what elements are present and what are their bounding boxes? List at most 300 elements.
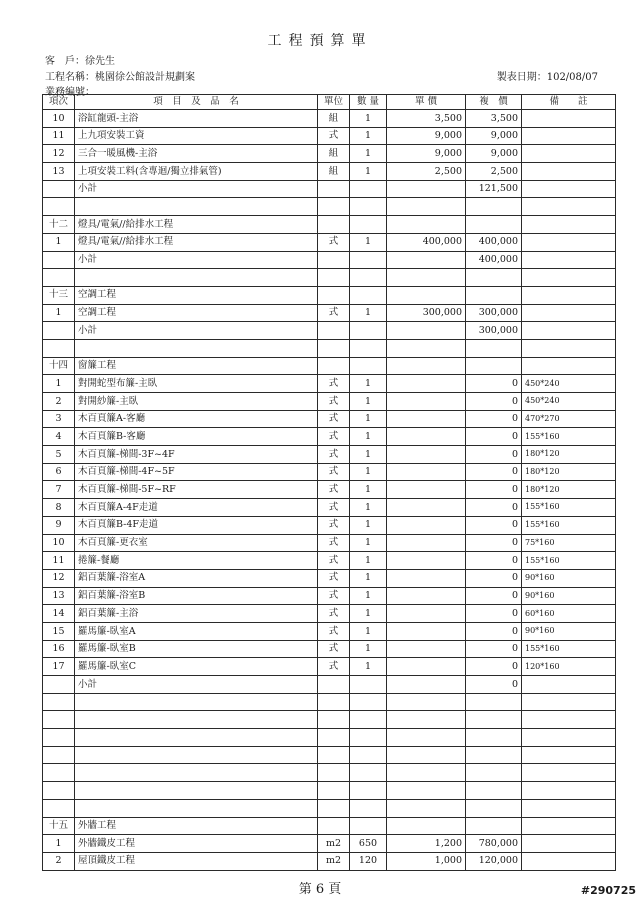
cell-qty: 1 bbox=[350, 552, 387, 570]
cell-unit bbox=[318, 676, 350, 694]
cell-no bbox=[43, 198, 75, 216]
cell-price bbox=[387, 658, 466, 676]
cell-no bbox=[43, 251, 75, 269]
cell-price bbox=[387, 499, 466, 517]
cell-unit: 式 bbox=[318, 127, 350, 145]
cell-qty: 1 bbox=[350, 463, 387, 481]
cell-price: 3,500 bbox=[387, 110, 466, 128]
cell-price bbox=[387, 446, 466, 464]
cell-unit: 式 bbox=[318, 516, 350, 534]
cell-no bbox=[43, 711, 75, 729]
cell-qty: 1 bbox=[350, 587, 387, 605]
cell-qty: 1 bbox=[350, 516, 387, 534]
table-row bbox=[43, 145, 616, 163]
table-row bbox=[43, 110, 616, 128]
cell-qty bbox=[350, 357, 387, 375]
cell-price bbox=[387, 587, 466, 605]
cell-total bbox=[466, 339, 522, 357]
cell-note bbox=[522, 799, 616, 817]
cell-desc: 浴缸龍頭-主浴 bbox=[75, 110, 318, 128]
cell-desc: 上項安裝工料(含專迴/獨立排氣管) bbox=[75, 163, 318, 181]
cell-price bbox=[387, 534, 466, 552]
cell-no bbox=[43, 269, 75, 287]
cell-desc: 羅馬簾-臥室A bbox=[75, 622, 318, 640]
cell-price bbox=[387, 711, 466, 729]
cell-price bbox=[387, 569, 466, 587]
page-number: 第 6 頁 bbox=[298, 882, 342, 897]
cell-price: 300,000 bbox=[387, 304, 466, 322]
cell-unit: 式 bbox=[318, 534, 350, 552]
cell-desc: 屋頂鐵皮工程 bbox=[75, 852, 318, 870]
cell-desc: 外牆工程 bbox=[75, 817, 318, 835]
date-label: 製表日期： bbox=[496, 72, 547, 83]
table-row bbox=[43, 339, 616, 357]
cell-qty bbox=[350, 711, 387, 729]
cell-unit bbox=[318, 180, 350, 198]
cell-note: 155*160 bbox=[522, 499, 616, 517]
cell-note bbox=[522, 269, 616, 287]
cell-no: 4 bbox=[43, 428, 75, 446]
cell-qty bbox=[350, 693, 387, 711]
table-row bbox=[43, 569, 616, 587]
cell-total: 400,000 bbox=[466, 233, 522, 251]
cell-desc: 三合一暖風機-主浴 bbox=[75, 145, 318, 163]
cell-price bbox=[387, 622, 466, 640]
table-row bbox=[43, 410, 616, 428]
cell-price bbox=[387, 640, 466, 658]
cell-total bbox=[466, 286, 522, 304]
cell-total: 780,000 bbox=[466, 835, 522, 853]
cell-no: 15 bbox=[43, 622, 75, 640]
cell-no: 1 bbox=[43, 233, 75, 251]
date-line bbox=[497, 68, 598, 83]
cell-note: 75*160 bbox=[522, 534, 616, 552]
document-title: 工程預算單 bbox=[267, 33, 373, 49]
table-row bbox=[43, 764, 616, 782]
table-row bbox=[43, 375, 616, 393]
cell-total: 400,000 bbox=[466, 251, 522, 269]
table-row bbox=[43, 428, 616, 446]
cell-qty: 1 bbox=[350, 658, 387, 676]
cell-no bbox=[43, 693, 75, 711]
cell-total: 9,000 bbox=[466, 127, 522, 145]
col-header-qty: 數 量 bbox=[350, 95, 387, 110]
cell-total: 3,500 bbox=[466, 110, 522, 128]
cell-price bbox=[387, 375, 466, 393]
cell-qty: 1 bbox=[350, 233, 387, 251]
cell-unit: 式 bbox=[318, 587, 350, 605]
cell-total: 0 bbox=[466, 428, 522, 446]
cell-desc bbox=[75, 729, 318, 747]
cell-note: 180*120 bbox=[522, 446, 616, 464]
cell-desc: 木百頁簾-梯間-3F~4F bbox=[75, 446, 318, 464]
cell-note bbox=[522, 676, 616, 694]
cell-price bbox=[387, 516, 466, 534]
cell-note: 470*270 bbox=[522, 410, 616, 428]
cell-price bbox=[387, 463, 466, 481]
cell-price bbox=[387, 357, 466, 375]
cell-total: 9,000 bbox=[466, 145, 522, 163]
cell-desc: 外牆鐵皮工程 bbox=[75, 835, 318, 853]
table-row bbox=[43, 711, 616, 729]
cell-no: 7 bbox=[43, 481, 75, 499]
cell-price bbox=[387, 676, 466, 694]
cell-unit: 式 bbox=[318, 640, 350, 658]
cell-unit bbox=[318, 216, 350, 234]
cell-total: 0 bbox=[466, 375, 522, 393]
cell-note: 90*160 bbox=[522, 569, 616, 587]
cell-unit: 式 bbox=[318, 569, 350, 587]
cell-note: 120*160 bbox=[522, 658, 616, 676]
cell-unit: 式 bbox=[318, 233, 350, 251]
cell-qty: 1 bbox=[350, 534, 387, 552]
cell-no: 12 bbox=[43, 145, 75, 163]
sales-label: 業務編號： bbox=[45, 87, 95, 98]
cell-unit: 式 bbox=[318, 552, 350, 570]
cell-no bbox=[43, 180, 75, 198]
cell-no: 12 bbox=[43, 569, 75, 587]
project-line bbox=[45, 68, 195, 83]
cell-unit bbox=[318, 817, 350, 835]
table-row bbox=[43, 357, 616, 375]
cell-total: 0 bbox=[466, 605, 522, 623]
cell-no: 5 bbox=[43, 446, 75, 464]
cell-desc: 木百頁簾A-4F走道 bbox=[75, 499, 318, 517]
cell-note: 180*120 bbox=[522, 463, 616, 481]
cell-desc: 羅馬簾-臥室B bbox=[75, 640, 318, 658]
client-label: 客 戶： bbox=[45, 56, 85, 67]
cell-unit: 式 bbox=[318, 375, 350, 393]
cell-no: 3 bbox=[43, 410, 75, 428]
cell-total: 0 bbox=[466, 676, 522, 694]
cell-qty bbox=[350, 764, 387, 782]
cell-note bbox=[522, 110, 616, 128]
cell-price bbox=[387, 746, 466, 764]
table-row bbox=[43, 782, 616, 800]
cell-no: 11 bbox=[43, 127, 75, 145]
table-row bbox=[43, 799, 616, 817]
cell-unit: 組 bbox=[318, 110, 350, 128]
cell-desc: 空調工程 bbox=[75, 286, 318, 304]
table-row bbox=[43, 163, 616, 181]
cell-desc: 木百頁簾-更衣室 bbox=[75, 534, 318, 552]
cell-note: 60*160 bbox=[522, 605, 616, 623]
cell-note: 90*160 bbox=[522, 587, 616, 605]
table-row bbox=[43, 658, 616, 676]
cell-unit: 式 bbox=[318, 481, 350, 499]
cell-price bbox=[387, 428, 466, 446]
cell-total: 300,000 bbox=[466, 304, 522, 322]
cell-note: 155*160 bbox=[522, 552, 616, 570]
cell-price bbox=[387, 693, 466, 711]
cell-no: 1 bbox=[43, 375, 75, 393]
cell-unit bbox=[318, 799, 350, 817]
cell-total: 0 bbox=[466, 516, 522, 534]
cell-qty bbox=[350, 322, 387, 340]
table-row bbox=[43, 622, 616, 640]
table-row bbox=[43, 269, 616, 287]
cell-qty bbox=[350, 746, 387, 764]
cell-price bbox=[387, 817, 466, 835]
cell-desc: 窗簾工程 bbox=[75, 357, 318, 375]
cell-desc bbox=[75, 269, 318, 287]
cell-desc: 燈具/電氣//給排水工程 bbox=[75, 216, 318, 234]
cell-no bbox=[43, 339, 75, 357]
cell-note bbox=[522, 198, 616, 216]
cell-note: 155*160 bbox=[522, 516, 616, 534]
cell-note: 450*240 bbox=[522, 393, 616, 411]
cell-note: 450*240 bbox=[522, 375, 616, 393]
cell-total: 0 bbox=[466, 552, 522, 570]
cell-unit: 式 bbox=[318, 446, 350, 464]
table-row bbox=[43, 251, 616, 269]
cell-note bbox=[522, 145, 616, 163]
cell-unit bbox=[318, 729, 350, 747]
cell-desc: 鋁百葉簾-浴室A bbox=[75, 569, 318, 587]
table-row bbox=[43, 693, 616, 711]
cell-price bbox=[387, 251, 466, 269]
table-row bbox=[43, 852, 616, 870]
cell-total: 0 bbox=[466, 622, 522, 640]
cell-total: 0 bbox=[466, 463, 522, 481]
cell-note bbox=[522, 339, 616, 357]
cell-qty: 1 bbox=[350, 393, 387, 411]
cell-no: 1 bbox=[43, 304, 75, 322]
cell-qty bbox=[350, 251, 387, 269]
table-row bbox=[43, 746, 616, 764]
cell-price bbox=[387, 393, 466, 411]
cell-unit bbox=[318, 339, 350, 357]
cell-desc: 木百頁簾-梯間-4F~5F bbox=[75, 463, 318, 481]
cell-qty: 1 bbox=[350, 446, 387, 464]
cell-desc: 空調工程 bbox=[75, 304, 318, 322]
table-row bbox=[43, 304, 616, 322]
col-header-note: 備 註 bbox=[522, 95, 616, 110]
cell-total: 0 bbox=[466, 499, 522, 517]
cell-price bbox=[387, 269, 466, 287]
cell-desc: 鋁百葉簾-主浴 bbox=[75, 605, 318, 623]
cell-price bbox=[387, 339, 466, 357]
cell-note bbox=[522, 127, 616, 145]
table-row bbox=[43, 180, 616, 198]
cell-qty: 1 bbox=[350, 163, 387, 181]
cell-qty: 650 bbox=[350, 835, 387, 853]
cell-price bbox=[387, 410, 466, 428]
cell-note bbox=[522, 746, 616, 764]
table-row bbox=[43, 393, 616, 411]
cell-price bbox=[387, 782, 466, 800]
cell-desc: 上九項安裝工資 bbox=[75, 127, 318, 145]
cell-desc: 對開蛇型布簾-主臥 bbox=[75, 375, 318, 393]
cell-unit bbox=[318, 746, 350, 764]
cell-note bbox=[522, 286, 616, 304]
cell-note bbox=[522, 711, 616, 729]
cell-price bbox=[387, 286, 466, 304]
table-row bbox=[43, 481, 616, 499]
cell-price bbox=[387, 764, 466, 782]
cell-unit: m2 bbox=[318, 835, 350, 853]
col-header-no: 項次 bbox=[43, 95, 75, 110]
cell-no bbox=[43, 729, 75, 747]
cell-price bbox=[387, 322, 466, 340]
cell-total bbox=[466, 782, 522, 800]
client-line bbox=[45, 52, 115, 67]
cell-note bbox=[522, 693, 616, 711]
cell-qty bbox=[350, 799, 387, 817]
cell-qty: 1 bbox=[350, 499, 387, 517]
table-row bbox=[43, 534, 616, 552]
cell-total bbox=[466, 693, 522, 711]
cell-qty bbox=[350, 180, 387, 198]
cell-unit: 式 bbox=[318, 605, 350, 623]
cell-desc: 捲簾-餐廳 bbox=[75, 552, 318, 570]
cell-unit bbox=[318, 711, 350, 729]
cell-qty: 1 bbox=[350, 127, 387, 145]
cell-price bbox=[387, 729, 466, 747]
cell-unit bbox=[318, 764, 350, 782]
cell-qty: 1 bbox=[350, 428, 387, 446]
table-body bbox=[43, 110, 616, 871]
table-row bbox=[43, 516, 616, 534]
cell-note bbox=[522, 322, 616, 340]
document-stamp: #290725 bbox=[580, 884, 636, 897]
cell-no bbox=[43, 746, 75, 764]
cell-price: 1,000 bbox=[387, 852, 466, 870]
col-header-price: 單 價 bbox=[387, 95, 466, 110]
cell-note bbox=[522, 233, 616, 251]
cell-note bbox=[522, 729, 616, 747]
cell-qty bbox=[350, 286, 387, 304]
cell-qty: 1 bbox=[350, 481, 387, 499]
table-row bbox=[43, 463, 616, 481]
cell-note: 90*160 bbox=[522, 622, 616, 640]
cell-total: 0 bbox=[466, 534, 522, 552]
table-row bbox=[43, 286, 616, 304]
cell-unit: 組 bbox=[318, 145, 350, 163]
cell-no bbox=[43, 764, 75, 782]
cell-unit bbox=[318, 286, 350, 304]
cell-no bbox=[43, 799, 75, 817]
cell-no: 十四 bbox=[43, 357, 75, 375]
cell-desc bbox=[75, 339, 318, 357]
cell-unit: m2 bbox=[318, 852, 350, 870]
table-row bbox=[43, 729, 616, 747]
cell-qty: 1 bbox=[350, 622, 387, 640]
cell-note bbox=[522, 835, 616, 853]
cell-total: 0 bbox=[466, 393, 522, 411]
cell-desc: 木百頁簾B-客廳 bbox=[75, 428, 318, 446]
cell-unit: 式 bbox=[318, 428, 350, 446]
cell-qty bbox=[350, 269, 387, 287]
cell-price bbox=[387, 216, 466, 234]
cell-desc bbox=[75, 782, 318, 800]
cell-qty: 1 bbox=[350, 145, 387, 163]
cell-total: 300,000 bbox=[466, 322, 522, 340]
cell-no: 10 bbox=[43, 534, 75, 552]
cell-unit: 式 bbox=[318, 410, 350, 428]
cell-qty bbox=[350, 339, 387, 357]
cell-unit bbox=[318, 322, 350, 340]
cell-qty: 1 bbox=[350, 569, 387, 587]
cell-desc bbox=[75, 693, 318, 711]
table-row bbox=[43, 499, 616, 517]
cell-price: 1,200 bbox=[387, 835, 466, 853]
cell-total bbox=[466, 729, 522, 747]
cell-note bbox=[522, 163, 616, 181]
table-row bbox=[43, 446, 616, 464]
cell-no: 16 bbox=[43, 640, 75, 658]
cell-desc bbox=[75, 799, 318, 817]
cell-desc: 對開紗簾-主臥 bbox=[75, 393, 318, 411]
cell-note bbox=[522, 180, 616, 198]
cell-note bbox=[522, 852, 616, 870]
cell-no: 十三 bbox=[43, 286, 75, 304]
cell-desc: 小計 bbox=[75, 180, 318, 198]
cell-qty: 1 bbox=[350, 304, 387, 322]
cell-desc bbox=[75, 764, 318, 782]
cell-qty: 1 bbox=[350, 640, 387, 658]
cell-no: 17 bbox=[43, 658, 75, 676]
cell-qty: 1 bbox=[350, 605, 387, 623]
cell-desc: 小計 bbox=[75, 676, 318, 694]
cell-price: 2,500 bbox=[387, 163, 466, 181]
cell-desc: 木百頁簾A-客廳 bbox=[75, 410, 318, 428]
cell-no: 14 bbox=[43, 605, 75, 623]
cell-price bbox=[387, 198, 466, 216]
table-row bbox=[43, 817, 616, 835]
cell-total bbox=[466, 198, 522, 216]
cell-desc bbox=[75, 711, 318, 729]
table-row bbox=[43, 640, 616, 658]
date-value: 102/08/07 bbox=[546, 72, 598, 83]
cell-note bbox=[522, 251, 616, 269]
cell-total: 0 bbox=[466, 587, 522, 605]
cell-desc: 小計 bbox=[75, 251, 318, 269]
cell-no: 13 bbox=[43, 587, 75, 605]
cell-unit: 式 bbox=[318, 463, 350, 481]
table-row bbox=[43, 552, 616, 570]
table-row bbox=[43, 676, 616, 694]
cell-unit: 式 bbox=[318, 393, 350, 411]
cell-qty bbox=[350, 817, 387, 835]
cell-total: 0 bbox=[466, 410, 522, 428]
cell-unit bbox=[318, 198, 350, 216]
cell-note: 180*120 bbox=[522, 481, 616, 499]
cell-qty bbox=[350, 729, 387, 747]
cell-unit bbox=[318, 693, 350, 711]
cell-total bbox=[466, 711, 522, 729]
cell-qty bbox=[350, 676, 387, 694]
cell-total: 2,500 bbox=[466, 163, 522, 181]
cell-total: 0 bbox=[466, 569, 522, 587]
cell-note: 155*160 bbox=[522, 640, 616, 658]
cell-total bbox=[466, 746, 522, 764]
cell-price: 9,000 bbox=[387, 127, 466, 145]
cell-note bbox=[522, 764, 616, 782]
cell-total: 120,000 bbox=[466, 852, 522, 870]
cell-qty: 1 bbox=[350, 410, 387, 428]
cell-no bbox=[43, 322, 75, 340]
cell-total: 0 bbox=[466, 481, 522, 499]
cell-desc: 小計 bbox=[75, 322, 318, 340]
cell-no: 2 bbox=[43, 852, 75, 870]
cell-no: 13 bbox=[43, 163, 75, 181]
client-value: 徐先生 bbox=[85, 56, 115, 67]
project-label: 工程名稱： bbox=[45, 72, 95, 83]
cell-note bbox=[522, 817, 616, 835]
cell-no: 1 bbox=[43, 835, 75, 853]
cell-qty bbox=[350, 216, 387, 234]
